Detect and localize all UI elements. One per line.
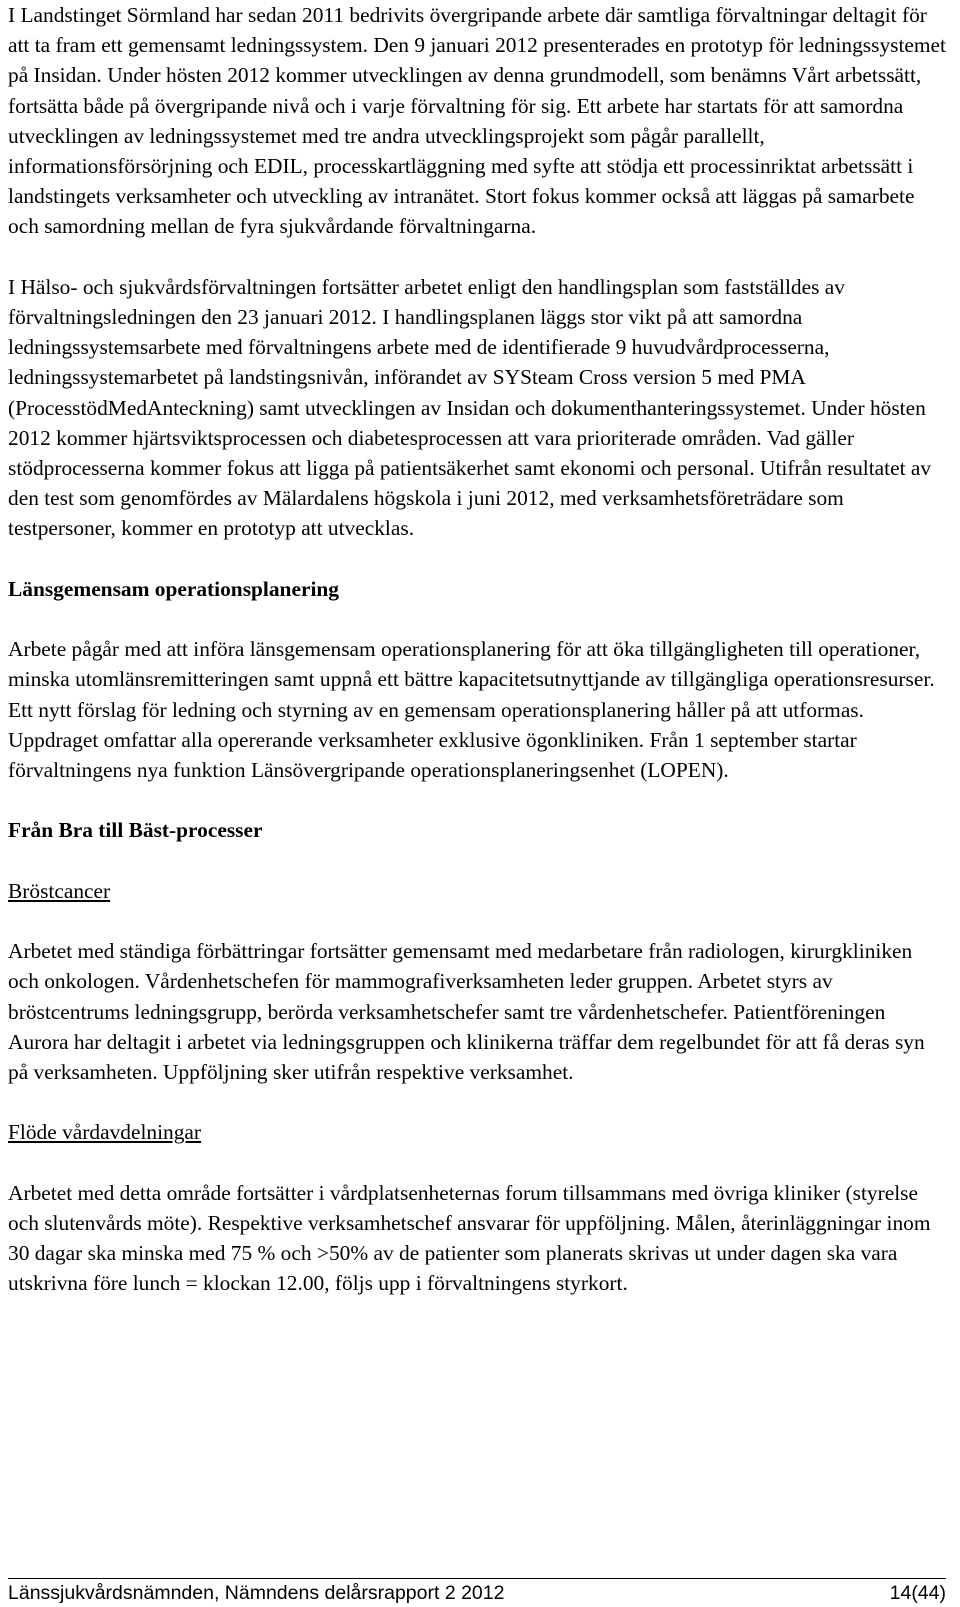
footer-divider	[8, 1578, 946, 1579]
page-footer	[8, 1581, 946, 1605]
intro-paragraph: I Landstinget Sörmland har sedan 2011 bedrivits övergripande arbete där samtliga förvaltningar deltagit för att ta fram ett gemensamt ledningssystem. Den 9 januari 2012 presenterades en prototyp för ledningssystemet på Insidan. Under hösten 2012 kommer utvecklingen av denna grundmodell, som benämns Vårt arbetssätt, fortsätta både på övergripande nivå och i varje förvaltning för sig. Ett arbete har startats för att samordna utvecklingen av ledningssystemet med tre andra utvecklingsprojekt som pågår parallellt, informationsförsörjning och EDIL, processkartläggning med syfte att stödja ett processinriktat arbetssätt i landstingets verksamheter och utveckling av intranätet. Stort fokus kommer också att läggas på samarbete och samordning mellan de fyra sjukvårdande förvaltningarna.	[8, 3, 946, 239]
section-heading-processes: Från Bra till Bäst-processer	[8, 818, 263, 843]
ward-flow-paragraph: Arbetet med detta område fortsätter i vårdplatsenheternas forum tillsammans med övriga kliniker (styrelse och slutenvårds möte). Respektive verksamhetschef ansvarar för uppföljning. Målen, återinläggningar inom 30 dagar ska minska med 75 % och >50% av de patienter som planerats skrivas ut under dagen ska vara utskrivna före lunch = klockan 12.00, följs upp i förvaltningens styrkort.	[8, 1180, 931, 1296]
operations-paragraph: Arbete pågår med att införa länsgemensam operationsplanering för att öka tillgängligheten till operationer, minska utomlänsremitteringen samt uppnå ett bättre kapacitetsutnyttjande av tillgängliga operationsresurser. Ett nytt förslag för ledning och styrning av en gemensam operationsplanering håller på att utformas. Uppdraget omfattar alla opererande verksamheter exklusive ögonkliniken. Från 1 september startar förvaltningens nya funktion Länsövergripande operationsplaneringsenhet (LOPEN).	[8, 637, 935, 783]
document-body	[8, 0, 946, 1329]
health-administration-paragraph: I Hälso- och sjukvårdsförvaltningen fortsätter arbetet enligt den handlingsplan som fastställdes av förvaltningsledningen den 23 januari 2012. I handlingsplanen läggs stor vikt på att samordna ledningssystemsarbete med förvaltningens arbete med de identifierade 9 huvudvårdprocesserna, ledningssystemarbetet på landstingsnivån, införandet av SYSteam Cross version 5 med PMA (ProcesstödMedAnteckning) samt utvecklingen av Insidan och dokumenthanteringssystemet. Under hösten 2012 kommer hjärtsviktsprocessen och diabetesprocessen att vara prioriterade områden. Vad gäller stödprocesserna kommer fokus att ligga på patientsäkerhet samt ekonomi och personal. Utifrån resultatet av den test som genomfördes av Mälardalens högskola i juni 2012, med verksamhetsföreträdare som testpersoner, kommer en prototyp att utvecklas.	[8, 274, 932, 541]
subheading-breast-cancer: Bröstcancer	[8, 878, 111, 903]
footer-title: Länssjukvårdsnämnden, Nämndens delårsrapport 2 2012	[8, 1582, 505, 1604]
subheading-ward-flow: Flöde vårdavdelningar	[8, 1120, 202, 1145]
breast-cancer-paragraph: Arbetet med ständiga förbättringar fortsätter gemensamt med medarbetare från radiologen, kirurgkliniken och onkologen. Vårdenhetschefen för mammografiverksamheten leder gruppen. Arbetet styrs av bröstcentrums ledningsgrupp, berörda verksamhetschefer samt tre vårdenhetschefer. Patientföreningen Aurora har deltagit i arbetet via ledningsgruppen och klinikerna träffar dem regelbundet för att få deras syn på verksamheten. Uppföljning sker utifrån respektive verksamhet.	[8, 939, 925, 1085]
section-heading-operations: Länsgemensam operationsplanering	[8, 576, 339, 601]
page-number: 14(44)	[889, 1582, 946, 1604]
